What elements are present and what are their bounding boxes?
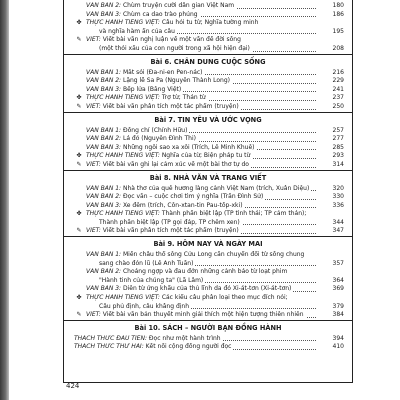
entry-label: VĂN BẢN 3: [86, 85, 122, 93]
entry-label: VĂN BẢN 3: [86, 143, 122, 151]
entry-text [86, 268, 316, 277]
entry-page-number: 330 [318, 193, 344, 202]
entry-label: VĂN BẢN 3: [86, 10, 122, 18]
entry-label: VĂN BẢN 1: [86, 126, 122, 134]
entry-text [86, 36, 316, 45]
toc-entry[interactable] [64, 285, 352, 294]
entry-title: Xe đêm (trích, Côn-xtan-tin Pau-tốp-xki) [121, 201, 243, 209]
entry-title: và nghĩa hàm ẩn của câu [99, 27, 175, 35]
toc-entry[interactable] [64, 343, 352, 352]
entry-bullet-icon: ✎ [76, 311, 82, 319]
entry-text-inner [86, 202, 245, 209]
entry-text-inner [86, 152, 252, 159]
entry-label: VĂN BẢN 2: [86, 2, 122, 9]
entry-title: Trợ từ; Thán từ [159, 94, 206, 102]
toc-entry[interactable] [64, 152, 352, 161]
entry-page-number: 410 [318, 343, 344, 352]
entry-text-inner [86, 210, 308, 217]
entry-text [86, 2, 316, 11]
entry-label: VIẾT: [86, 227, 101, 235]
section-heading: Bài 8. NHÀ VĂN VÀ TRANG VIẾT [64, 170, 352, 185]
entry-text [86, 135, 316, 144]
toc-entry[interactable] [64, 227, 352, 236]
entry-page-number: 285 [318, 144, 344, 153]
entry-page-number: 394 [318, 335, 344, 344]
entry-text-inner [86, 69, 205, 76]
entry-label: THỰC HÀNH TIẾNG VIỆT: [86, 94, 160, 102]
entry-text-inner [86, 2, 236, 9]
entry-title: Kết nối cộng đồng người đọc [143, 343, 232, 351]
entry-text [86, 185, 316, 194]
entry-page-number: 257 [318, 127, 344, 136]
toc-entry[interactable] [64, 202, 352, 211]
toc-entry[interactable] [64, 303, 352, 312]
entry-title: Câu hỏi tu từ; Nghĩa tường minh [159, 19, 259, 27]
entry-text [86, 11, 316, 20]
entry-text [86, 19, 316, 28]
toc-entry[interactable] [64, 335, 352, 344]
toc-entry[interactable] [64, 268, 352, 277]
entry-title: Chùm truyện cười dân gian Việt Nam [121, 2, 235, 9]
entry-text [86, 94, 316, 103]
entry-page-number: 216 [318, 69, 344, 78]
entry-title: Câu phủ định, câu khẳng định [99, 302, 190, 310]
entry-title: Đọc như một hành trình [146, 334, 221, 342]
entry-label: THÁCH THỨC THỨ HAI: [74, 343, 144, 351]
entry-title: Lá đỏ (Nguyễn Đình Thi) [121, 135, 196, 143]
section-heading: Bài 6. CHÂN DUNG CUỘC SỐNG [64, 54, 352, 69]
entry-label: VĂN BẢN 1: [86, 251, 122, 259]
entry-page-number: 314 [318, 161, 344, 170]
entry-title: Viết bài văn nghị luận về một vấn đề đời sống [100, 36, 241, 44]
entry-text [86, 285, 316, 294]
entry-page-number: 180 [318, 2, 344, 11]
entry-text-inner [86, 251, 306, 258]
entry-label: THỰC HÀNH TIẾNG VIỆT: [86, 152, 160, 160]
toc-entry[interactable] [64, 2, 352, 11]
entry-text [86, 127, 316, 136]
entry-title: Bếp lửa (Bằng Việt) [121, 85, 182, 93]
entry-text [99, 303, 316, 312]
entry-text-inner [86, 11, 200, 18]
entry-title: Viết bài văn phân tích một tác phẩm (truyện) [100, 102, 239, 110]
entry-page-number: 237 [318, 94, 344, 103]
entry-title: Thành phần biệt lập (TP gọi đáp, TP chêm xen) [99, 218, 240, 226]
entry-text-inner [86, 86, 183, 93]
toc-entry[interactable] [64, 19, 352, 28]
entry-text [86, 210, 316, 219]
entry-text [74, 335, 316, 344]
entry-text-inner [86, 135, 198, 142]
page-number: 424 [66, 382, 80, 390]
entry-page-number: 208 [318, 45, 344, 54]
entry-label: VIẾT: [86, 311, 101, 319]
entry-page-number: 241 [318, 86, 344, 95]
toc-entry[interactable] [64, 185, 352, 194]
entry-bullet-icon: ✎ [76, 227, 82, 235]
entry-page-number: 195 [318, 28, 344, 37]
entry-title: Các kiểu câu phân loại theo mục đích nói; [159, 294, 288, 302]
entry-text-inner [99, 219, 242, 226]
section-heading: Bài 10. SÁCH – NGƯỜI BẠN ĐỒNG HÀNH [64, 320, 352, 335]
entry-title: "Hành tinh của chúng ta" (Lã Lâm) [99, 276, 204, 284]
toc-entry[interactable] [64, 277, 352, 286]
table-of-contents [63, 0, 353, 383]
entry-page-number: 320 [318, 185, 344, 194]
toc-entry[interactable] [64, 11, 352, 20]
entry-title: Nghĩa của từ; Biện pháp tu từ [159, 152, 251, 160]
entry-label: THỰC HÀNH TIẾNG VIỆT: [86, 294, 160, 302]
entry-bullet-icon: ✎ [76, 160, 82, 168]
entry-text-inner [74, 335, 223, 342]
entry-page-number: 379 [318, 303, 344, 312]
toc-entry[interactable] [64, 69, 352, 78]
entry-text-inner [99, 260, 195, 267]
toc-rows [64, 2, 352, 352]
entry-title: Đọc văn – cuộc chơi tìm ý nghĩa (Trần Đình Sử) [121, 193, 264, 201]
entry-text-inner [86, 227, 241, 234]
entry-page-number: 344 [318, 219, 344, 228]
entry-title: sang chào đón lũ (Lê Anh Tuấn) [99, 259, 194, 267]
entry-text-inner [99, 45, 252, 52]
book-spine-edge [0, 0, 9, 400]
entry-text [99, 28, 316, 37]
entry-label: VĂN BẢN 2: [86, 135, 122, 143]
toc-entry[interactable] [64, 144, 352, 153]
toc-entry[interactable] [64, 36, 352, 45]
entry-bullet-icon: ✤ [76, 210, 82, 218]
toc-entry[interactable] [64, 94, 352, 103]
toc-entry[interactable] [64, 86, 352, 95]
entry-label: VĂN BẢN 3: [86, 285, 122, 293]
entry-text-inner [86, 127, 189, 134]
entry-page-number: 277 [318, 135, 344, 144]
entry-page-number: 357 [318, 260, 344, 269]
entry-label: VĂN BẢN 1: [86, 184, 122, 192]
entry-page-number: 293 [318, 152, 344, 161]
entry-text [86, 69, 316, 78]
entry-bullet-icon: ✤ [76, 94, 82, 102]
toc-entry[interactable] [64, 260, 352, 269]
entry-text [99, 45, 316, 54]
entry-bullet-icon: ✎ [76, 36, 82, 44]
entry-title: Những ngôi sao xa xôi (Trích, Lê Minh Khuê) [121, 143, 255, 151]
entry-text [86, 227, 316, 236]
entry-text [99, 277, 316, 286]
entry-bullet-icon: ✤ [76, 19, 82, 27]
toc-entry[interactable] [64, 103, 352, 112]
toc-entry[interactable] [64, 77, 352, 86]
entry-title: Viết bài văn phân tích một tác phẩm (truyện) [100, 227, 239, 235]
entry-text-inner [86, 285, 293, 292]
entry-title: Miền châu thổ sông Cửu Long cần chuyển đổi từ sống chung [121, 251, 305, 259]
entry-text-inner [86, 161, 251, 168]
entry-text-inner [99, 303, 191, 310]
entry-title: Viết bài văn ghi lại cảm xúc về một bài thơ tự do [100, 160, 249, 168]
section-heading: Bài 7. TIN YÊU VÀ ƯỚC VỌNG [64, 112, 352, 127]
entry-page-number: 250 [318, 103, 344, 112]
toc-entry[interactable] [64, 28, 352, 37]
toc-entry[interactable] [64, 210, 352, 219]
entry-text [86, 193, 316, 202]
entry-text-inner [86, 268, 289, 275]
entry-bullet-icon: ✤ [76, 152, 82, 160]
entry-text-inner [86, 94, 208, 101]
toc-entry[interactable] [64, 127, 352, 136]
toc-entry[interactable] [64, 311, 352, 320]
toc-entry[interactable] [64, 193, 352, 202]
entry-text-inner [86, 19, 260, 26]
entry-text [86, 294, 316, 303]
entry-label: VĂN BẢN 2: [86, 268, 122, 276]
entry-text [86, 161, 316, 170]
entry-text-inner [86, 193, 265, 200]
entry-bullet-icon: ✎ [76, 102, 82, 110]
entry-text [86, 144, 316, 153]
entry-text [99, 219, 316, 228]
entry-text-inner [86, 103, 241, 110]
entry-title: Mắt sói (Đa-ni-en Pen-nác) [121, 68, 203, 76]
entry-title: Lặng lẽ Sa Pa (Nguyễn Thành Long) [121, 77, 231, 85]
toc-entry[interactable] [64, 135, 352, 144]
entry-title: Thành phần biệt lập (TP tình thái; TP cảm thán); [159, 210, 307, 218]
entry-text-inner [74, 343, 233, 350]
entry-text-inner [86, 36, 243, 43]
toc-entry[interactable] [64, 45, 352, 54]
entry-text [86, 77, 316, 86]
toc-entry[interactable] [64, 161, 352, 170]
entry-text [74, 343, 316, 352]
toc-entry[interactable] [64, 294, 352, 303]
entry-page-number: 364 [318, 277, 344, 286]
toc-entry[interactable] [64, 251, 352, 260]
entry-label: THỰC HÀNH TIẾNG VIỆT: [86, 19, 160, 27]
entry-text-inner [99, 277, 205, 284]
entry-text [86, 202, 316, 211]
entry-title: Nhà thơ của quê hương làng cảnh Việt Nam (trích, Xuân Diệu) [121, 184, 310, 192]
entry-page-number: 369 [318, 285, 344, 294]
entry-label: VIẾT: [86, 102, 101, 110]
entry-page-number: 186 [318, 11, 344, 20]
entry-text [99, 260, 316, 269]
section-heading: Bài 9. HÔM NAY VÀ NGÀY MAI [64, 236, 352, 251]
entry-text-inner [86, 311, 306, 318]
entry-title: Đồng chí (Chính Hữu) [121, 126, 188, 134]
entry-title: Viết bài văn bản thuyết minh giải thích một hiện tượng thiên nhiên [100, 311, 304, 319]
entry-label: VIẾT: [86, 36, 101, 44]
entry-label: VĂN BẢN 2: [86, 77, 122, 85]
entry-label: VĂN BẢN 2: [86, 193, 122, 201]
entry-text [86, 86, 316, 95]
entry-bullet-icon: ✤ [76, 294, 82, 302]
entry-text [86, 311, 316, 320]
entry-text [86, 152, 316, 161]
entry-page-number: 336 [318, 202, 344, 211]
entry-text-inner [86, 185, 311, 192]
entry-label: VIẾT: [86, 160, 101, 168]
entry-title: Choáng ngợp và đau đớn những cảnh báo từ loạt phim [121, 268, 288, 276]
entry-text-inner [86, 294, 290, 301]
entry-label: THỰC HÀNH TIẾNG VIỆT: [86, 210, 160, 218]
entry-page-number: 347 [318, 227, 344, 236]
entry-title: Chùm ca dao trào phúng [121, 10, 198, 18]
entry-text-inner [99, 28, 177, 35]
toc-entry[interactable] [64, 219, 352, 228]
entry-text [86, 251, 316, 260]
entry-title: (một thói xấu của con người trong xã hội hiện đại) [99, 44, 250, 52]
entry-text-inner [86, 144, 257, 151]
entry-label: THÁCH THỨC ĐẦU TIÊN: [74, 334, 147, 342]
entry-page-number: 384 [318, 311, 344, 320]
entry-text-inner [86, 77, 232, 84]
entry-label: VĂN BẢN 3: [86, 201, 122, 209]
entry-label: VĂN BẢN 1: [86, 68, 122, 76]
entry-page-number: 229 [318, 77, 344, 86]
entry-title: Diễn từ ứng khẩu của thủ lĩnh da đỏ Xi-át-tơn (Xi-át-tơn) [121, 285, 292, 293]
entry-text [86, 103, 316, 112]
